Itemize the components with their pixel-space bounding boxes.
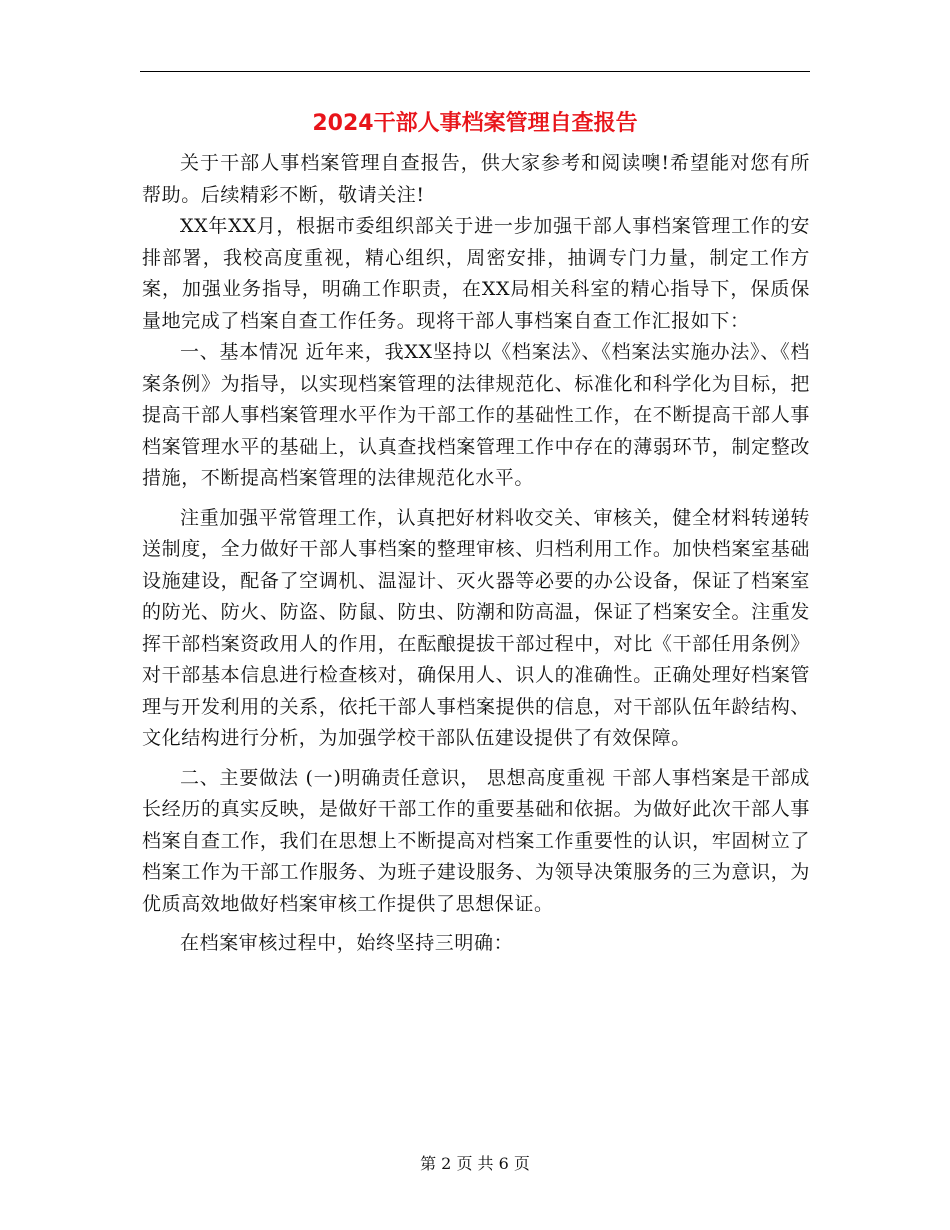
header-rule — [140, 71, 810, 72]
document-title: 2024干部人事档案管理自查报告 — [312, 111, 638, 136]
intro-paragraph: 关于干部人事档案管理自查报告，供大家参考和阅读噢!希望能对您有所帮助。后续精彩不断，敬请关注! — [142, 152, 810, 206]
background-paragraph: XX年XX月，根据市委组织部关于进一步加强干部人事档案管理工作的安排部署，我校高度重视，精心组织，周密安排，抽调专门力量，制定工作方案，加强业务指导，明确工作职责，在XX局相关科室的精心指导下，保质保量地完成了档案自查工作任务。现将干部人事档案自查工作汇报如下： — [142, 215, 810, 332]
daily-management-paragraph: 注重加强平常管理工作，认真把好材料收交关、审核关，健全材料转递转送制度，全力做好干部人事档案的整理审核、归档利用工作。加快档案室基础设施建设，配备了空调机、温湿计、灭火器等必要的办公设备，保证了档案室的防光、防火、防盗、防鼠、防虫、防潮和防高温，保证了档案安全。注重发挥干部档案资政用人的作用，在酝酿提拔干部过程中，对比《干部任用条例》对干部基本信息进行检查核对，确保用人、识人的准确性。正确处理好档案管理与开发利用的关系，依托干部人事档案提供的信息，对干部队伍年龄结构、文化结构进行分析，为加强学校干部队伍建设提供了有效保障。 — [142, 506, 810, 749]
main-practices-paragraph: 二、主要做法 (一)明确责任意识， 思想高度重视 干部人事档案是干部成长经历的真实反映，是做好干部工作的重要基础和依据。为做好此次干部人事档案自查工作，我们在思想上不断提高对档案工作重要性的认识，牢固树立了档案工作为干部工作服务、为班子建设服务、为领导决策服务的三为意识，为优质高效地做好档案审核工作提供了思想保证。 — [142, 766, 810, 915]
review-process-paragraph: 在档案审核过程中，始终坚持三明确： — [180, 932, 514, 954]
document-body — [142, 148, 810, 960]
basic-situation-paragraph: 一、基本情况 近年来，我XX坚持以《档案法》、《档案法实施办法》、《档案条例》为指导，以实现档案管理的法律规范化、标准化和科学化为目标，把提高干部人事档案管理水平作为干部工作的基础性工作，在不断提高干部人事档案管理水平的基础上，认真查找档案管理工作中存在的薄弱环节，制定整改措施，不断提高档案管理的法律规范化水平。 — [142, 341, 810, 489]
page-number: 第 2 页 共 6 页 — [420, 1154, 530, 1173]
page-footer — [0, 1152, 950, 1176]
